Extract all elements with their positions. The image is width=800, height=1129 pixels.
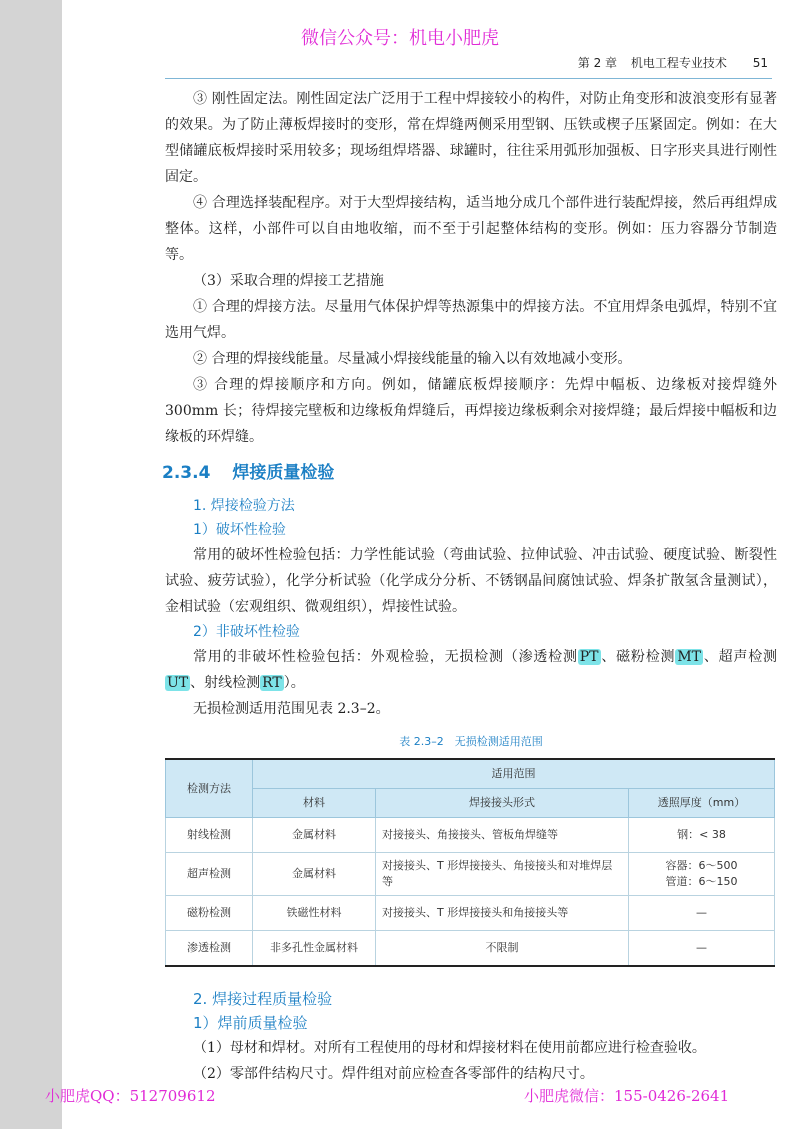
paragraph: （3）采取合理的焊接工艺措施	[193, 273, 384, 289]
paragraph: （2）零部件结构尺寸。焊件组对前应检查各零部件的结构尺寸。	[193, 1066, 594, 1082]
subheading: 1）破坏性检验	[193, 522, 286, 538]
thickness-line: 管道：6～150	[665, 875, 738, 888]
paragraph: ② 合理的焊接线能量。尽量减小焊接线能量的输入以有效地减小变形。	[193, 351, 632, 367]
chapter-title: 机电工程专业技术	[630, 56, 727, 70]
watermark-top: 微信公众号：机电小肥虎	[301, 28, 499, 49]
paragraph-ndt	[165, 644, 777, 696]
header-rule	[165, 78, 772, 79]
ndt-scope-table	[165, 758, 775, 967]
cell-material: 金属材料	[253, 853, 376, 896]
paragraph: 常用的破坏性检验包括：力学性能试验（弯曲试验、拉伸试验、冲击试验、硬度试验、断裂性试验、疲劳试验），化学分析试验（化学成分分析、不锈钢晶间腐蚀试验、焊条扩散氢含量测试），金相试验（宏观组织、微观组织），焊接性试验。	[165, 547, 777, 615]
chapter-label: 第 2 章	[577, 56, 618, 70]
page-number: 51	[752, 56, 768, 70]
table-row	[166, 896, 775, 931]
ndt-text: 常用的非破坏性检验包括：外观检验，无损检测（渗透检测	[193, 649, 578, 665]
subheading: 2）非破坏性检验	[193, 624, 300, 640]
subheading: 1）焊前质量检验	[193, 1014, 308, 1032]
paragraph: ④ 合理选择装配程序。对于大型焊接结构，适当地分成几个部件进行装配焊接，然后再组焊成整体。这样，小部件可以自由地收缩，而不至于引起整体结构的变形。例如：压力容器分节制造等。	[165, 195, 777, 263]
cell-joint: 对接接头、T 形焊接接头和角接接头等	[376, 896, 629, 931]
section-heading	[162, 460, 777, 486]
highlight-rt: RT	[262, 675, 282, 691]
cell-thickness: 钢：< 38	[629, 818, 775, 853]
cell-joint: 对接接头、角接接头、管板角焊缝等	[376, 818, 629, 853]
cell-method: 超声检测	[166, 853, 253, 896]
header-material: 材料	[253, 789, 376, 818]
paragraph: （1）母材和焊材。对所有工程使用的母材和焊接材料在使用前都应进行检查验收。	[193, 1040, 706, 1056]
cell-joint: 对接接头、T 形焊接接头、角接接头和对堆焊层等	[376, 853, 629, 896]
cell-material: 金属材料	[253, 818, 376, 853]
thickness-line: 容器：6～500	[665, 859, 738, 872]
table-caption: 表 2.3–2 无损检测适用范围	[399, 735, 543, 748]
cell-material: 铁磁性材料	[253, 896, 376, 931]
cell-thickness: —	[629, 931, 775, 967]
header-method: 检测方法	[166, 759, 253, 818]
table-row	[166, 818, 775, 853]
table-row	[166, 931, 775, 967]
ndt-text: 、超声检测	[703, 649, 778, 665]
highlight-mt: MT	[677, 649, 702, 665]
ndt-text: ）。	[283, 675, 305, 691]
paragraph: 无损检测适用范围见表 2.3–2。	[193, 701, 390, 717]
ndt-text: 、射线检测	[190, 675, 261, 691]
subheading: 2. 焊接过程质量检验	[193, 990, 333, 1008]
left-margin-strip	[0, 0, 62, 1129]
header-thickness: 透照厚度（mm）	[629, 789, 775, 818]
cell-method: 射线检测	[166, 818, 253, 853]
cell-method: 渗透检测	[166, 931, 253, 967]
cell-material: 非多孔性金属材料	[253, 931, 376, 967]
section-title: 焊接质量检验	[232, 463, 335, 483]
paragraph: ① 合理的焊接方法。尽量用气体保护焊等热源集中的焊接方法。不宜用焊条电弧焊，特别不宜选用气焊。	[165, 299, 777, 341]
ndt-text: 、磁粉检测	[600, 649, 676, 665]
paragraph: ③ 合理的焊接顺序和方向。例如，储罐底板焊接顺序：先焊中幅板、边缘板对接焊缝外 300mm 长；待焊接完壁板和边缘板角焊缝后，再焊接边缘板剩余对接焊缝；最后焊接中幅板和边缘板的环焊缝。	[165, 377, 777, 445]
section-number: 2.3.4	[162, 463, 211, 483]
table-header-row	[166, 789, 775, 818]
header-scope: 适用范围	[253, 759, 775, 789]
table-row	[166, 853, 775, 896]
cell-thickness: —	[629, 896, 775, 931]
cell-thickness	[629, 853, 775, 896]
table-header-row	[166, 759, 775, 789]
cell-method: 磁粉检测	[166, 896, 253, 931]
header-joint: 焊接接头形式	[376, 789, 629, 818]
running-head	[568, 54, 768, 71]
highlight-pt: PT	[579, 649, 599, 665]
highlight-ut: UT	[167, 675, 189, 691]
footer-wechat: 小肥虎微信：155-0426-2641	[524, 1087, 730, 1105]
page-body	[162, 86, 778, 1087]
cell-joint: 不限制	[376, 931, 629, 967]
paragraph: ③ 刚性固定法。刚性固定法广泛用于工程中焊接较小的构件，对防止角变形和波浪变形有显著的效果。为了防止薄板焊接时的变形，常在焊缝两侧采用型钢、压铁或楔子压紧固定。例如：在大型储罐底板焊接时采用较多；现场组焊塔器、球罐时，往往采用弧形加强板、日字形夹具进行刚性固定。	[165, 91, 777, 185]
subheading: 1. 焊接检验方法	[193, 498, 295, 514]
footer-qq: 小肥虎QQ：512709612	[45, 1087, 216, 1105]
